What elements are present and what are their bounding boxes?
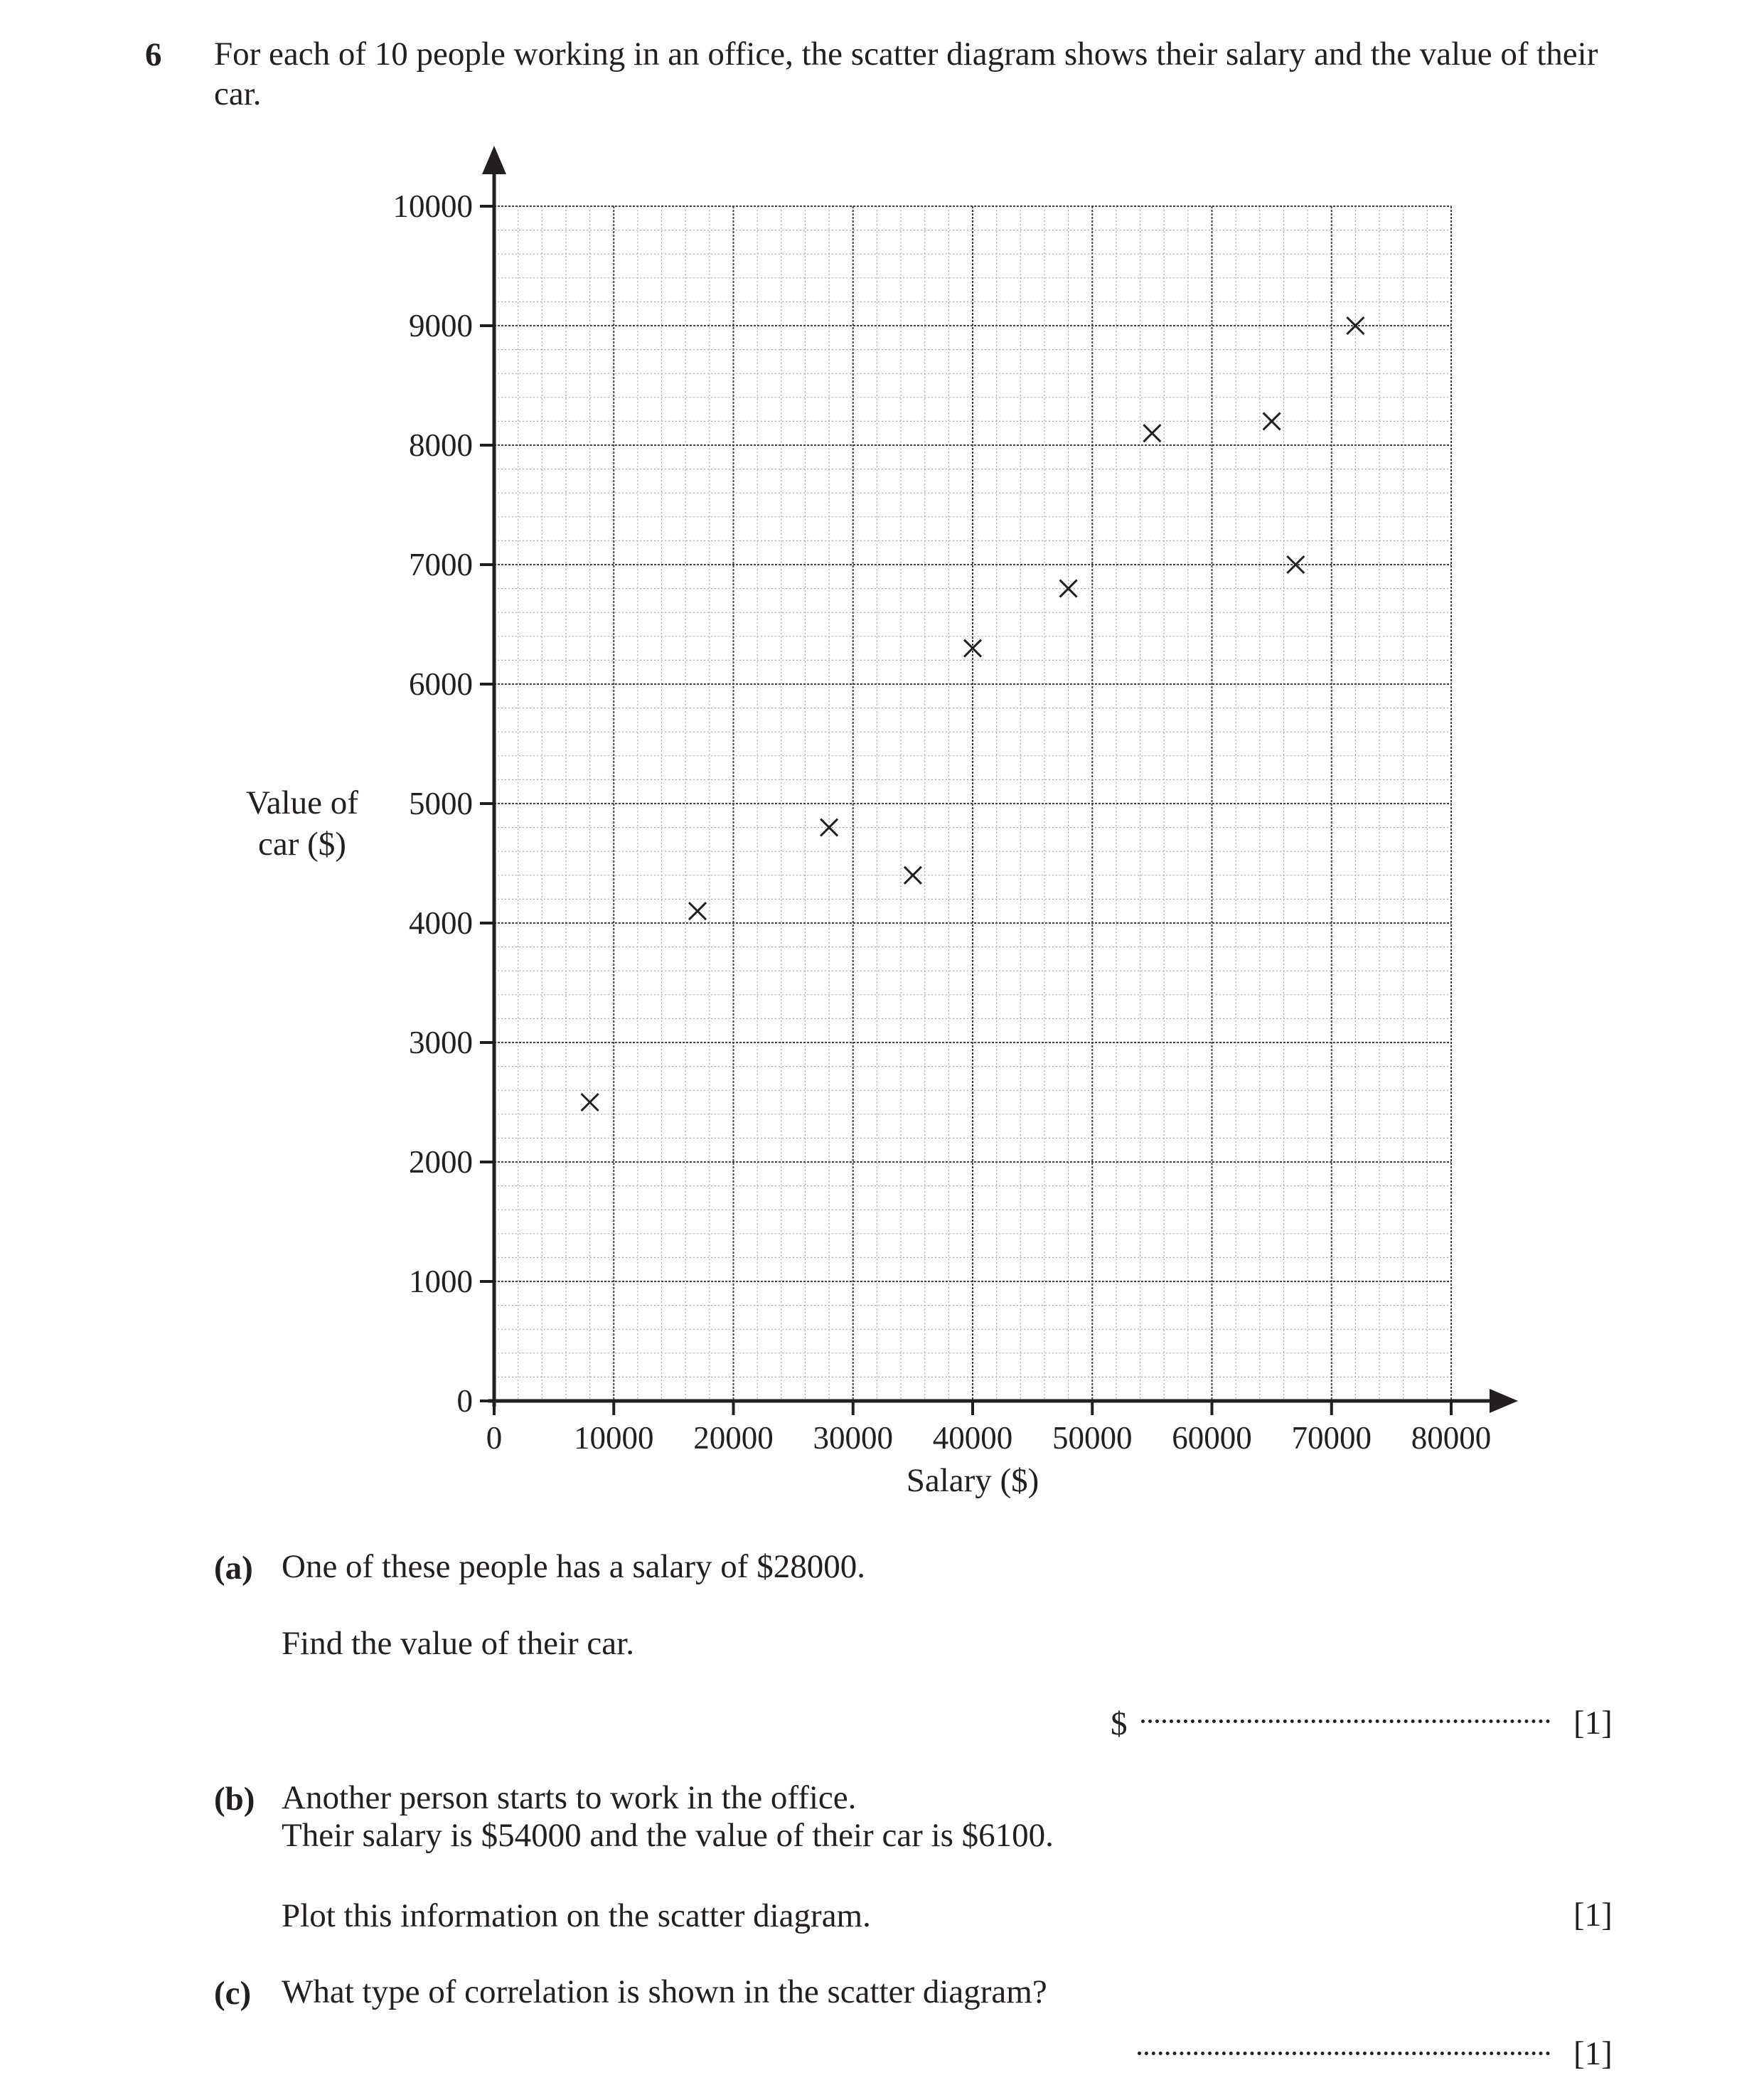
part-b-label: (b) bbox=[214, 1781, 255, 1818]
y-tick-label: 9000 bbox=[409, 308, 473, 343]
part-b-instruction: Plot this information on the scatter diagram. bbox=[282, 1897, 871, 1934]
part-a-text: One of these people has a salary of $28000. bbox=[282, 1548, 865, 1585]
x-tick-label: 40000 bbox=[932, 1420, 1013, 1456]
y-tick-label: 2000 bbox=[409, 1144, 473, 1180]
x-tick-label: 20000 bbox=[693, 1420, 774, 1456]
part-b-text-line2: Their salary is $54000 and the value of their car is $6100. bbox=[282, 1817, 1054, 1854]
part-c-marks: [1] bbox=[1573, 2035, 1613, 2072]
y-tick-label: 3000 bbox=[409, 1025, 473, 1060]
data-point bbox=[1143, 425, 1160, 442]
y-tick-label: 8000 bbox=[409, 427, 473, 463]
x-axis-label: Salary ($) bbox=[906, 1462, 1039, 1499]
part-b-text-line1: Another person starts to work in the office. bbox=[282, 1779, 857, 1816]
part-c-text: What type of correlation is shown in the scatter diagram? bbox=[282, 1973, 1047, 2010]
x-tick-label: 70000 bbox=[1291, 1420, 1372, 1456]
y-tick-label: 5000 bbox=[409, 786, 473, 821]
x-tick-label: 30000 bbox=[813, 1420, 893, 1456]
x-tick-label: 80000 bbox=[1411, 1420, 1492, 1456]
y-tick-label: 10000 bbox=[392, 188, 473, 224]
y-tick-label: 4000 bbox=[409, 905, 473, 941]
x-axis-arrow bbox=[1490, 1389, 1518, 1413]
part-c-label: (c) bbox=[214, 1975, 252, 2012]
y-tick-label: 7000 bbox=[409, 547, 473, 582]
part-a-label: (a) bbox=[214, 1550, 253, 1587]
y-axis-label bbox=[213, 782, 391, 865]
x-tick-label: 60000 bbox=[1172, 1420, 1252, 1456]
y-axis-label-line2: car ($) bbox=[258, 826, 346, 863]
x-tick-label: 50000 bbox=[1052, 1420, 1133, 1456]
question-number: 6 bbox=[145, 36, 162, 73]
y-axis-label-line1: Value of bbox=[246, 784, 358, 821]
question-intro: For each of 10 people working in an office, the scatter diagram shows their salary and the value of their car. bbox=[214, 36, 1598, 112]
part-b-marks: [1] bbox=[1573, 1897, 1613, 1934]
x-tick-label: 10000 bbox=[574, 1420, 654, 1456]
y-tick-label: 0 bbox=[456, 1383, 473, 1419]
y-tick-label: 6000 bbox=[409, 666, 473, 702]
y-axis-arrow bbox=[482, 146, 506, 174]
data-point bbox=[689, 902, 706, 919]
part-a-marks: [1] bbox=[1573, 1705, 1613, 1742]
part-a-answer-prefix: $ bbox=[1111, 1705, 1128, 1742]
part-a-instruction: Find the value of their car. bbox=[282, 1625, 634, 1662]
part-c-answer-line[interactable] bbox=[1138, 2052, 1550, 2055]
x-tick-label: 0 bbox=[486, 1420, 503, 1456]
part-a-answer-line[interactable] bbox=[1141, 1720, 1550, 1723]
y-tick-label: 1000 bbox=[409, 1264, 473, 1299]
